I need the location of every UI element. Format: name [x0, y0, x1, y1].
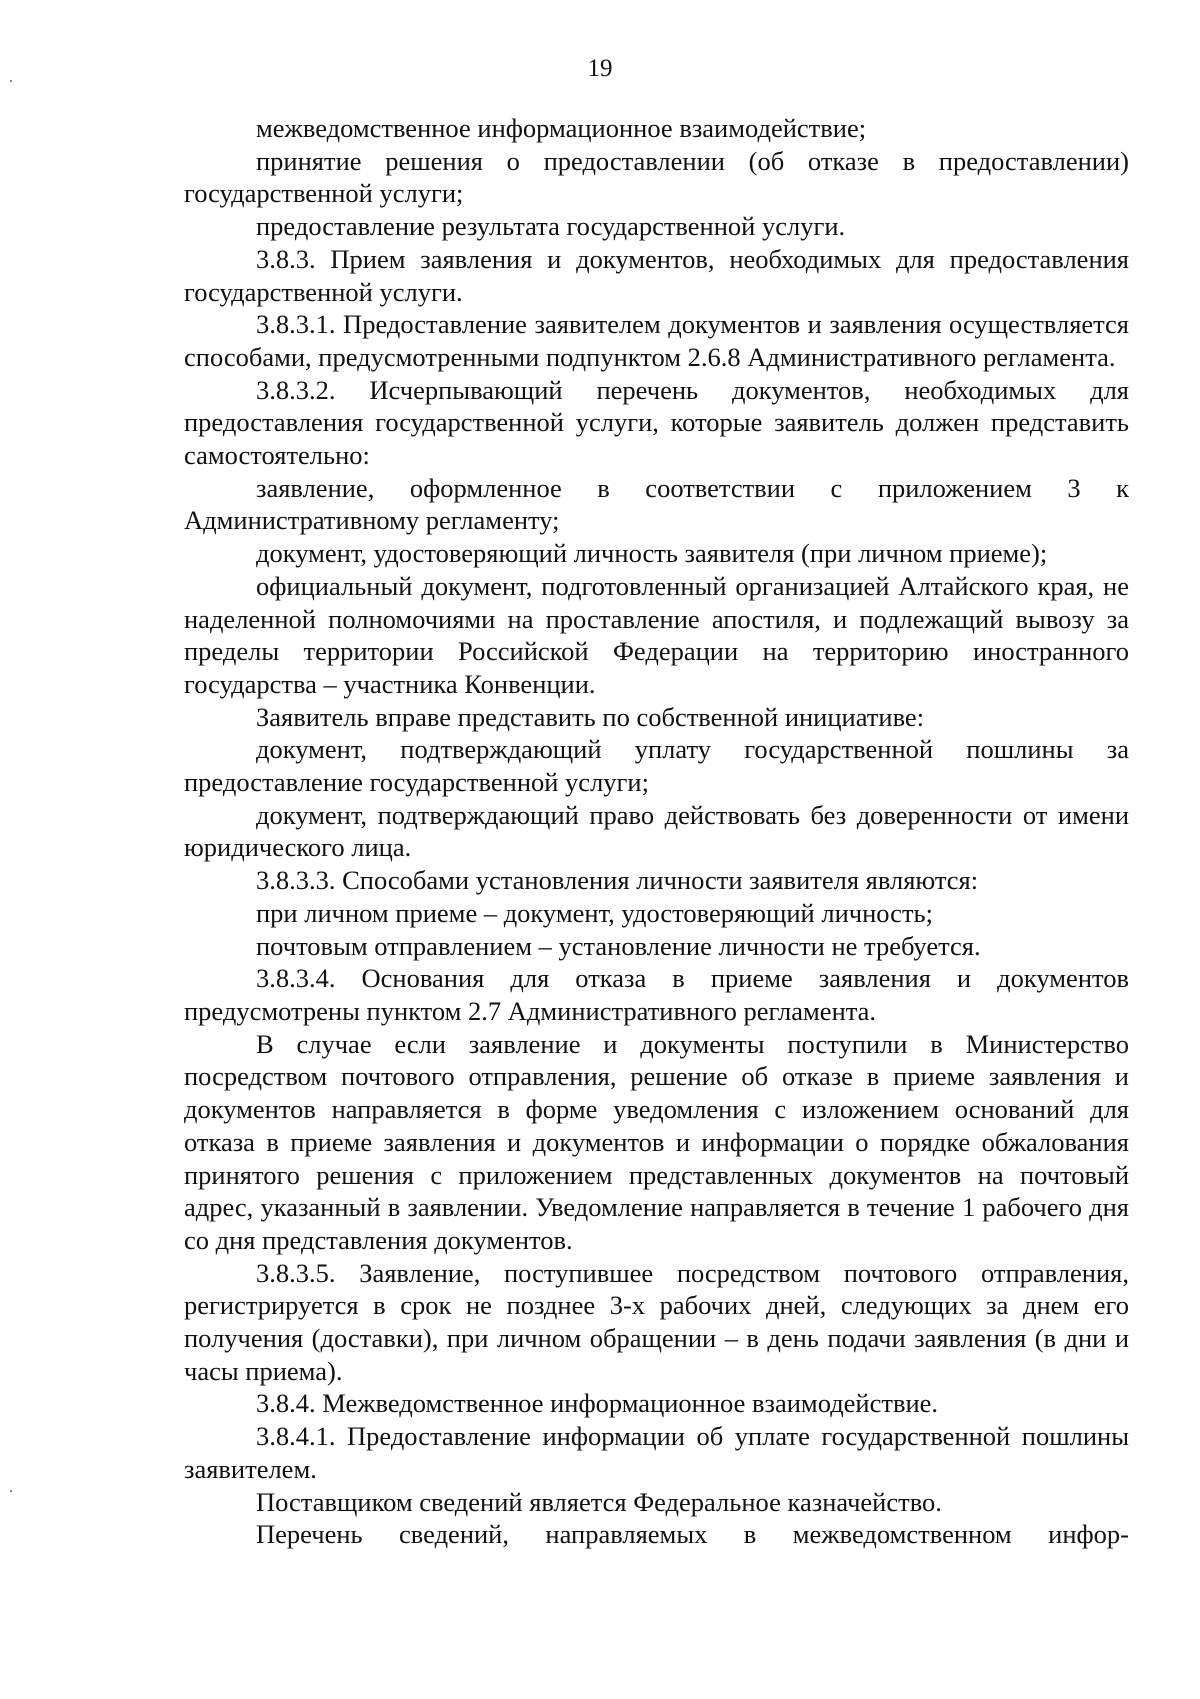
paragraph-refusal-notice: В случае если заявление и документы поступили в Министерство посредством почтового отправления, решение об отказе в приеме заявления и документов направляется в форме уведомления с изложением оснований для отказа в приеме заявления и документов и информации о порядке обжалования принятого решения с приложением представленных документов на почтовый адрес, указанный в заявлении. Уведомление направляется в течение 1 рабочего дня со дня представления документов. — [184, 1028, 1129, 1255]
paragraph-application-form: заявление, оформленное в соответствии с приложением 3 к Административному регламенту; — [184, 472, 1129, 536]
paragraph-3-8-3-2: 3.8.3.2. Исчерпывающий перечень документов, необходимых для предоставления государственной услуги, которые заявитель должен представить самостоятельно: — [184, 374, 1129, 471]
paragraph-decision: принятие решения о предоставлении (об отказе в предоставлении) государственной услуги; — [184, 145, 1129, 209]
paragraph-data-provider: Поставщиком сведений является Федеральное казначейство. — [256, 1486, 942, 1517]
paragraph-interagency-interaction: межведомственное информационное взаимодействие; — [256, 113, 867, 143]
paragraph-3-8-3-4: 3.8.3.4. Основания для отказа в приеме заявления и документов предусмотрены пунктом 2.7 Административного регламента. — [184, 963, 1129, 1026]
paragraph-3-8-3-1: 3.8.3.1. Предоставление заявителем документов и заявления осуществляется способами, предусмотренными подпунктом 2.6.8 Административного регламента. — [184, 309, 1129, 372]
paragraph-3-8-3-3: 3.8.3.3. Способами установления личности заявителя являются: — [256, 865, 979, 896]
paragraph-own-initiative: Заявитель вправе представить по собственной инициативе: — [256, 701, 925, 732]
paragraph-official-document: официальный документ, подготовленный организацией Алтайского края, не наделенной полномочиями на проставление апостиля, и подлежащий вывозу за пределы территории Российской Федерации на территорию иностранного государства – участника Конвенции. — [184, 570, 1129, 699]
paragraph-3-8-4-1: 3.8.4.1. Предоставление информации об уплате государственной пошлины заявителем. — [184, 1421, 1129, 1484]
paragraph-3-8-3-5: 3.8.3.5. Заявление, поступившее посредством почтового отправления, регистрируется в срок не позднее 3-х рабочих дней, следующих за днем его получения (доставки), при личном обращении – в день подачи заявления (в дни и часы приема). — [184, 1257, 1129, 1386]
scan-speck — [10, 80, 12, 82]
paragraph-personal-reception: при личном приеме – документ, удостоверяющий личность; — [256, 897, 933, 928]
paragraph-3-8-4: 3.8.4. Межведомственное информационное взаимодействие. — [256, 1388, 939, 1419]
paragraph-data-list: Перечень сведений, направляемых в межведомственном инфор- — [256, 1519, 1129, 1550]
paragraph-3-8-3: 3.8.3. Прием заявления и документов, необходимых для предоставления государственной услуги. — [184, 243, 1129, 307]
paragraph-power-of-attorney: документ, подтверждающий право действовать без доверенности от имени юридического лица. — [184, 799, 1129, 863]
paragraph-result: предоставление результата государственной услуги. — [256, 211, 846, 242]
document-body — [184, 112, 1129, 1551]
paragraph-postal: почтовым отправлением – установление личности не требуется. — [256, 930, 981, 961]
scan-speck — [10, 1490, 12, 1492]
paragraph-identity-document: документ, удостоверяющий личность заявителя (при личном приеме); — [256, 538, 1048, 569]
paragraph-fee-payment: документ, подтверждающий уплату государственной пошлины за предоставление государственной услуги; — [184, 734, 1129, 798]
page-number: 19 — [587, 55, 613, 82]
